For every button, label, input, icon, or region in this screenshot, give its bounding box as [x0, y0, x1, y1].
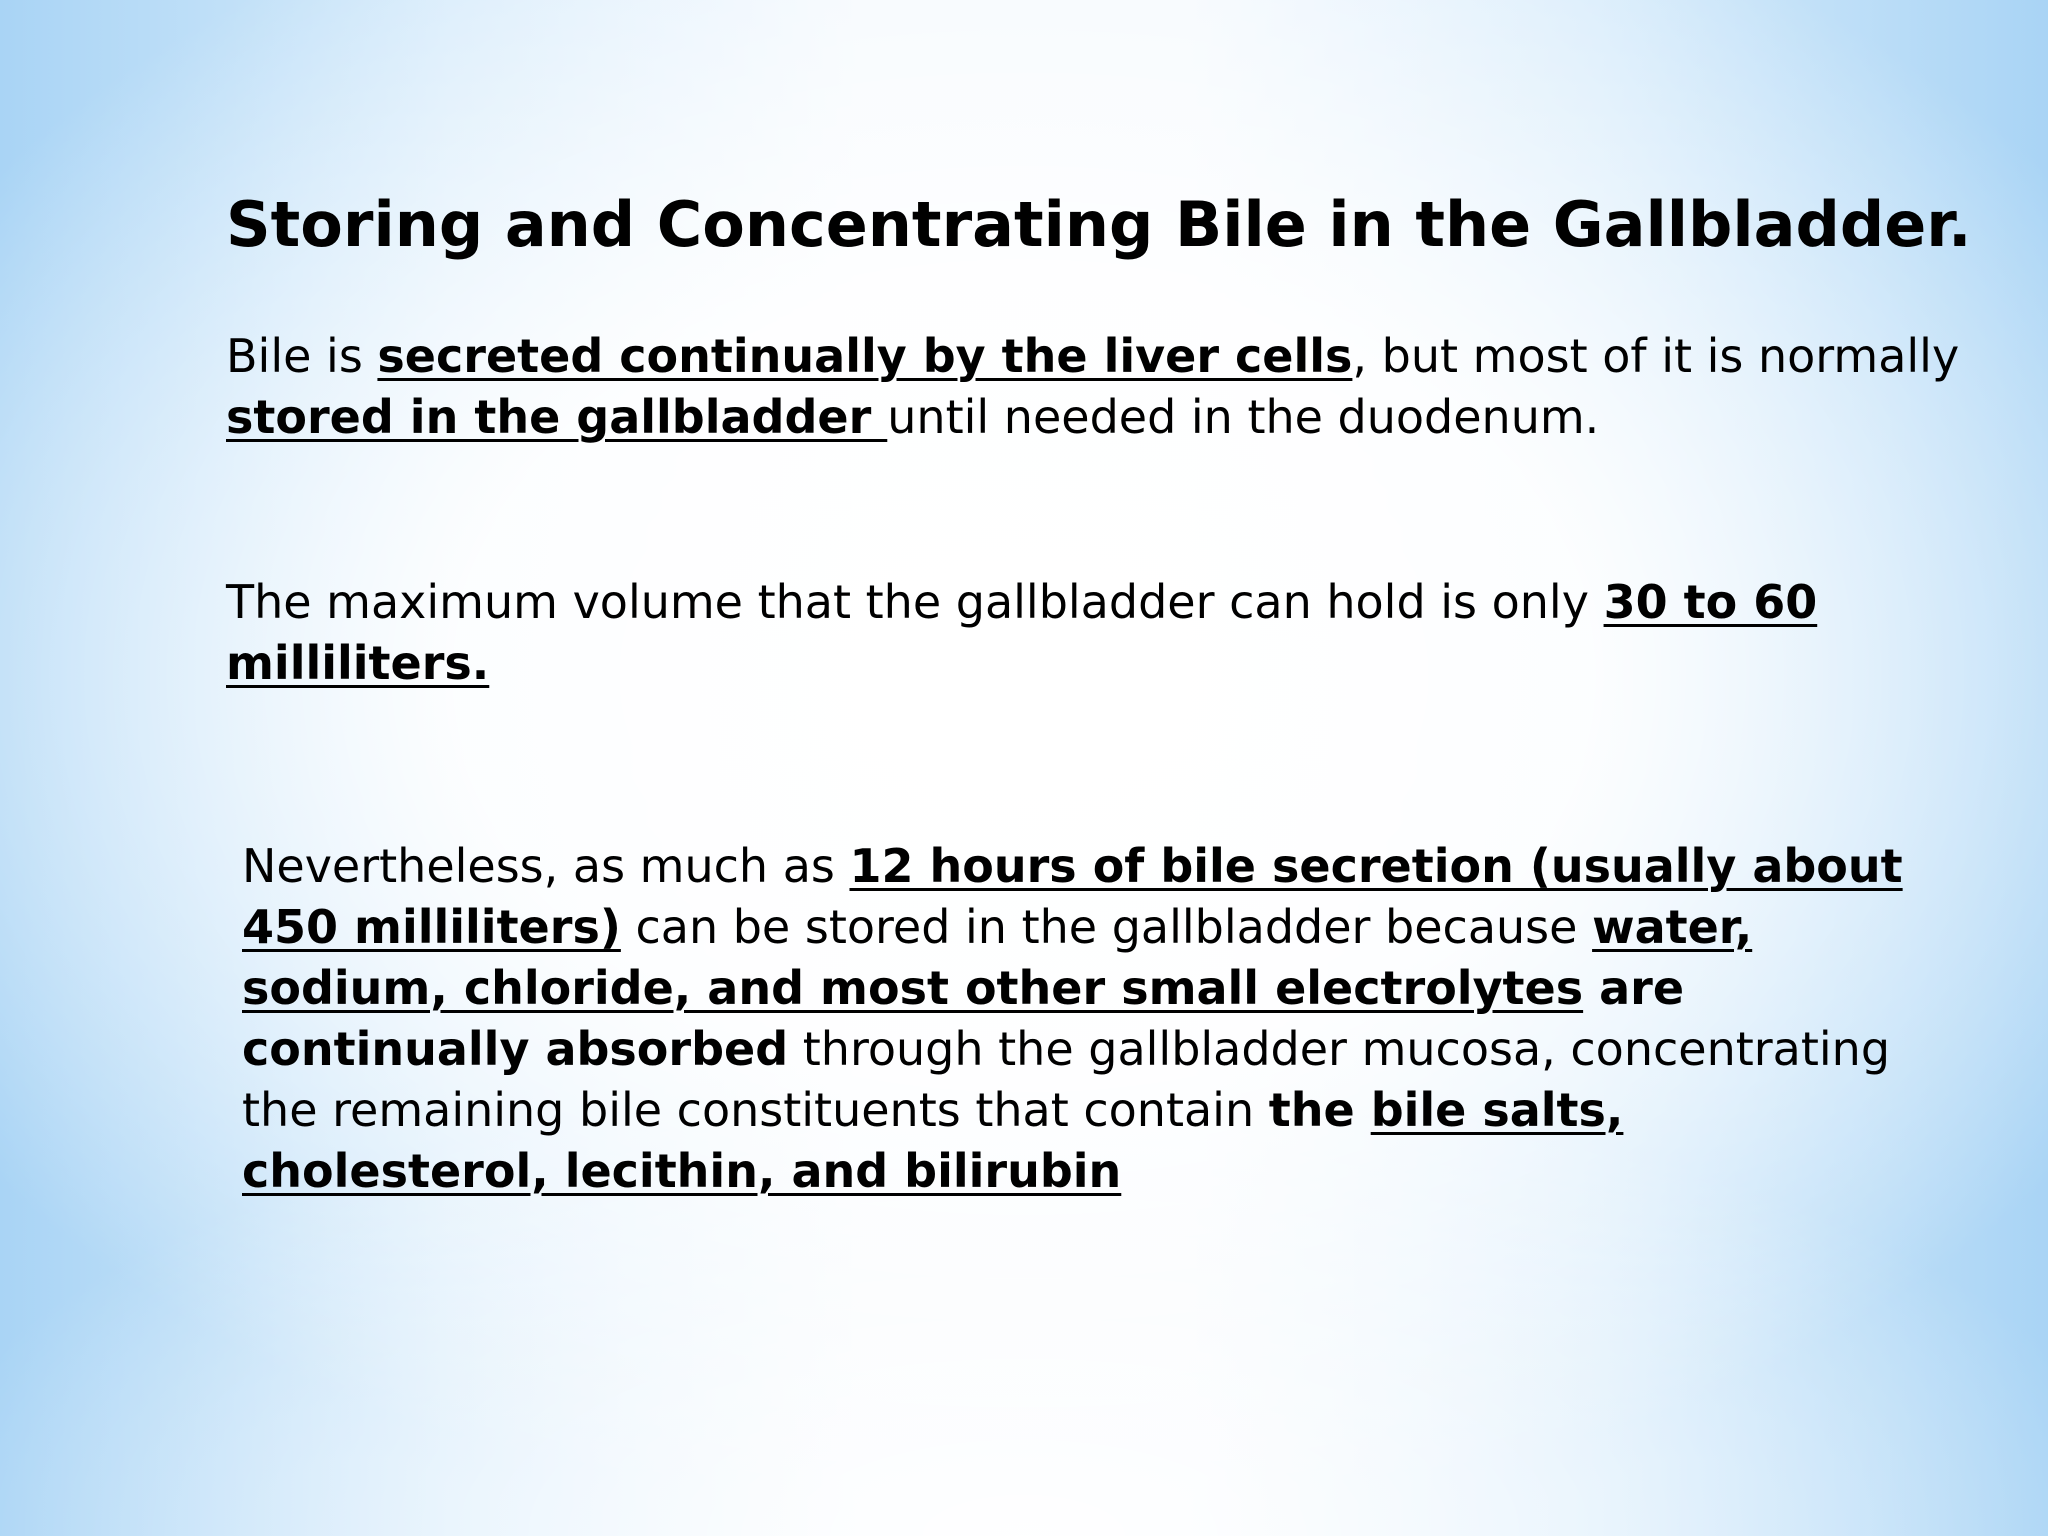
- text-run: , but most of it is normally: [1352, 329, 1960, 383]
- paragraph-bile-secretion: [226, 326, 1966, 448]
- emphasis-constituents: bile salts, cholesterol, lecithin, and bilirubin: [242, 1083, 1624, 1198]
- text-run: The maximum volume that the gallbladder can hold is only: [226, 575, 1604, 629]
- text-run: until needed in the duodenum.: [887, 390, 1600, 444]
- paragraph-concentration: [242, 836, 1942, 1202]
- emphasis-stored: stored in the gallbladder: [226, 390, 888, 444]
- emphasis-volume: 30 to 60 milliliters.: [226, 575, 1818, 690]
- emphasis-secretion-hours: 12 hours of bile secretion (usually about 450 milliliters): [242, 839, 1903, 954]
- slide-title: Storing and Concentrating Bile in the Gallbladder.: [226, 188, 1972, 261]
- emphasis-electrolytes: water, sodium, chloride, and most other small electrolytes: [242, 900, 1753, 1015]
- emphasis-absorbed: are continually absorbed: [242, 961, 1685, 1076]
- emphasis-the: the: [1268, 1083, 1371, 1137]
- text-run: can be stored in the gallbladder because: [620, 900, 1593, 954]
- text-run: Bile is: [226, 329, 378, 383]
- emphasis-secreted: secreted continually by the liver cells: [377, 329, 1353, 383]
- text-run: through the gallbladder mucosa, concentrating the remaining bile constituents that contain: [242, 1022, 1891, 1137]
- text-run: Nevertheless, as much as: [242, 839, 850, 893]
- paragraph-max-volume: [226, 572, 1866, 694]
